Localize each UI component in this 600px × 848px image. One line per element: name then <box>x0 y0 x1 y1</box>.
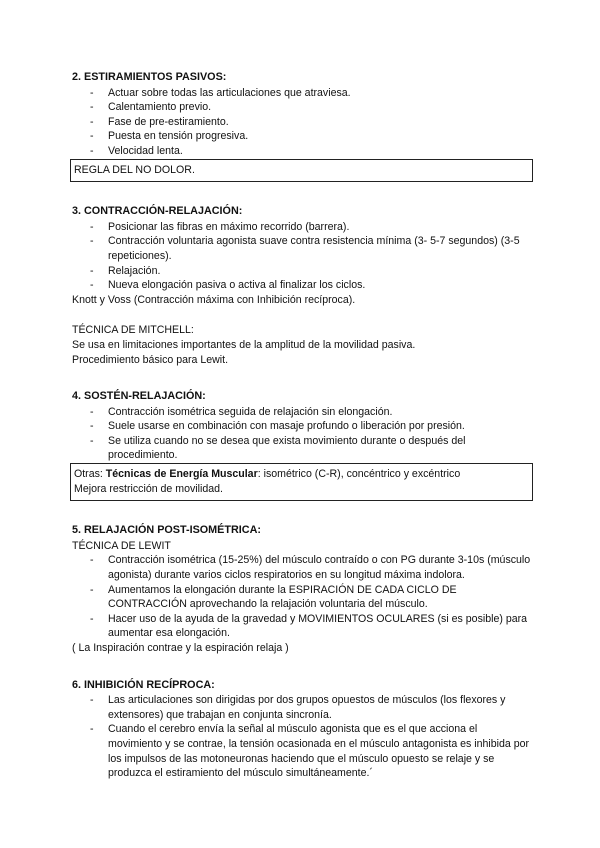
section-title: 5. RELAJACIÓN POST-ISOMÉTRICA: <box>72 524 261 537</box>
bullet-list <box>72 220 532 293</box>
box-bold-text: Técnicas de Energía Muscular <box>105 468 258 481</box>
section-subtitle: TÉCNICA DE LEWIT <box>72 539 171 552</box>
box-line <box>74 467 528 482</box>
list-item: - Posicionar las fibras en máximo recorrido (barrera). <box>90 220 532 235</box>
section-title: 3. CONTRACCIÓN-RELAJACIÓN: <box>72 205 243 218</box>
list-item: - Relajación. <box>90 264 532 279</box>
document-page <box>72 70 532 781</box>
box-prefix: Otras: <box>74 468 106 481</box>
list-item: - Aumentamos la elongación durante la ESPIRACIÓN DE CADA CICLO DE CONTRACCIÓN aprovechando la relajación voluntaria del músculo. <box>90 583 532 612</box>
list-item: - Fase de pre-estiramiento. <box>90 115 532 130</box>
bullet-list <box>72 553 532 641</box>
breathing-note: ( La Inspiración contrae y la espiración relaja ) <box>72 642 289 654</box>
mitchell-title: TÉCNICA DE MITCHELL: <box>72 324 194 337</box>
section-inhibicion-reciproca <box>72 678 532 781</box>
bullet-list <box>72 86 532 159</box>
list-item: - Contracción isométrica (15-25%) del músculo contraído o con PG durante 3-10s (músculo agonista) durante varios ciclos respiratorios en su longitud máxima indolora. <box>90 553 532 582</box>
note-box <box>70 159 533 183</box>
section-estiramientos-pasivos <box>72 70 532 182</box>
section-sosten-relajacion <box>72 389 532 501</box>
bullet-list <box>72 693 532 781</box>
section-contraccion-relajacion <box>72 204 532 367</box>
bullet-list <box>72 405 532 463</box>
note-box <box>70 463 533 501</box>
section-relajacion-post-isometrica <box>72 523 532 655</box>
list-item: - Las articulaciones son dirigidas por dos grupos opuestos de músculos (los flexores y extensores) que trabajan en conjunta sincronía. <box>90 693 532 722</box>
box-text: REGLA DEL NO DOLOR. <box>74 163 195 176</box>
list-item: - Cuando el cerebro envía la señal al músculo agonista que es el que acciona el movimiento y se contrae, la tensión ocasionada en el músculo antagonista es inhibida por los impulsos de las motoneuronas haciendo que el músculo opuesto se relaje y se produzca el estiramiento del músculo simultáneamente.´ <box>90 722 532 780</box>
list-item: - Contracción isométrica seguida de relajación sin elongación. <box>90 405 532 420</box>
list-item: - Actuar sobre todas las articulaciones que atraviesa. <box>90 86 532 101</box>
section-title: 4. SOSTÉN-RELAJACIÓN: <box>72 390 206 403</box>
reference-note: Knott y Voss (Contracción máxima con Inhibición recíproca). <box>72 293 356 306</box>
list-item: - Hacer uso de la ayuda de la gravedad y MOVIMIENTOS OCULARES (si es posible) para aumentar esa elongación. <box>90 612 532 641</box>
list-item: - Velocidad lenta. <box>90 144 532 159</box>
list-item: - Calentamiento previo. <box>90 100 532 115</box>
list-item: - Puesta en tensión progresiva. <box>90 129 532 144</box>
section-title: 6. INHIBICIÓN RECÍPROCA: <box>72 678 215 691</box>
section-title: 2. ESTIRAMIENTOS PASIVOS: <box>72 71 227 83</box>
list-item: - Nueva elongación pasiva o activa al finalizar los ciclos. <box>90 278 532 293</box>
list-item: - Suele usarse en combinación con masaje profundo o liberación por presión. <box>90 419 532 434</box>
box-rest: : isométrico (C-R), concéntrico y excéntrico <box>257 468 461 481</box>
box-line: Mejora restricción de movilidad. <box>74 482 223 495</box>
list-item: - Contracción voluntaria agonista suave contra resistencia mínima (3- 5-7 segundos) (3-5 repeticiones). <box>90 234 532 263</box>
mitchell-line: Se usa en limitaciones importantes de la amplitud de la movilidad pasiva. <box>72 338 416 351</box>
mitchell-line: Procedimiento básico para Lewit. <box>72 353 229 366</box>
list-item: - Se utiliza cuando no se desea que exista movimiento durante o después del procedimiento. <box>90 434 532 463</box>
